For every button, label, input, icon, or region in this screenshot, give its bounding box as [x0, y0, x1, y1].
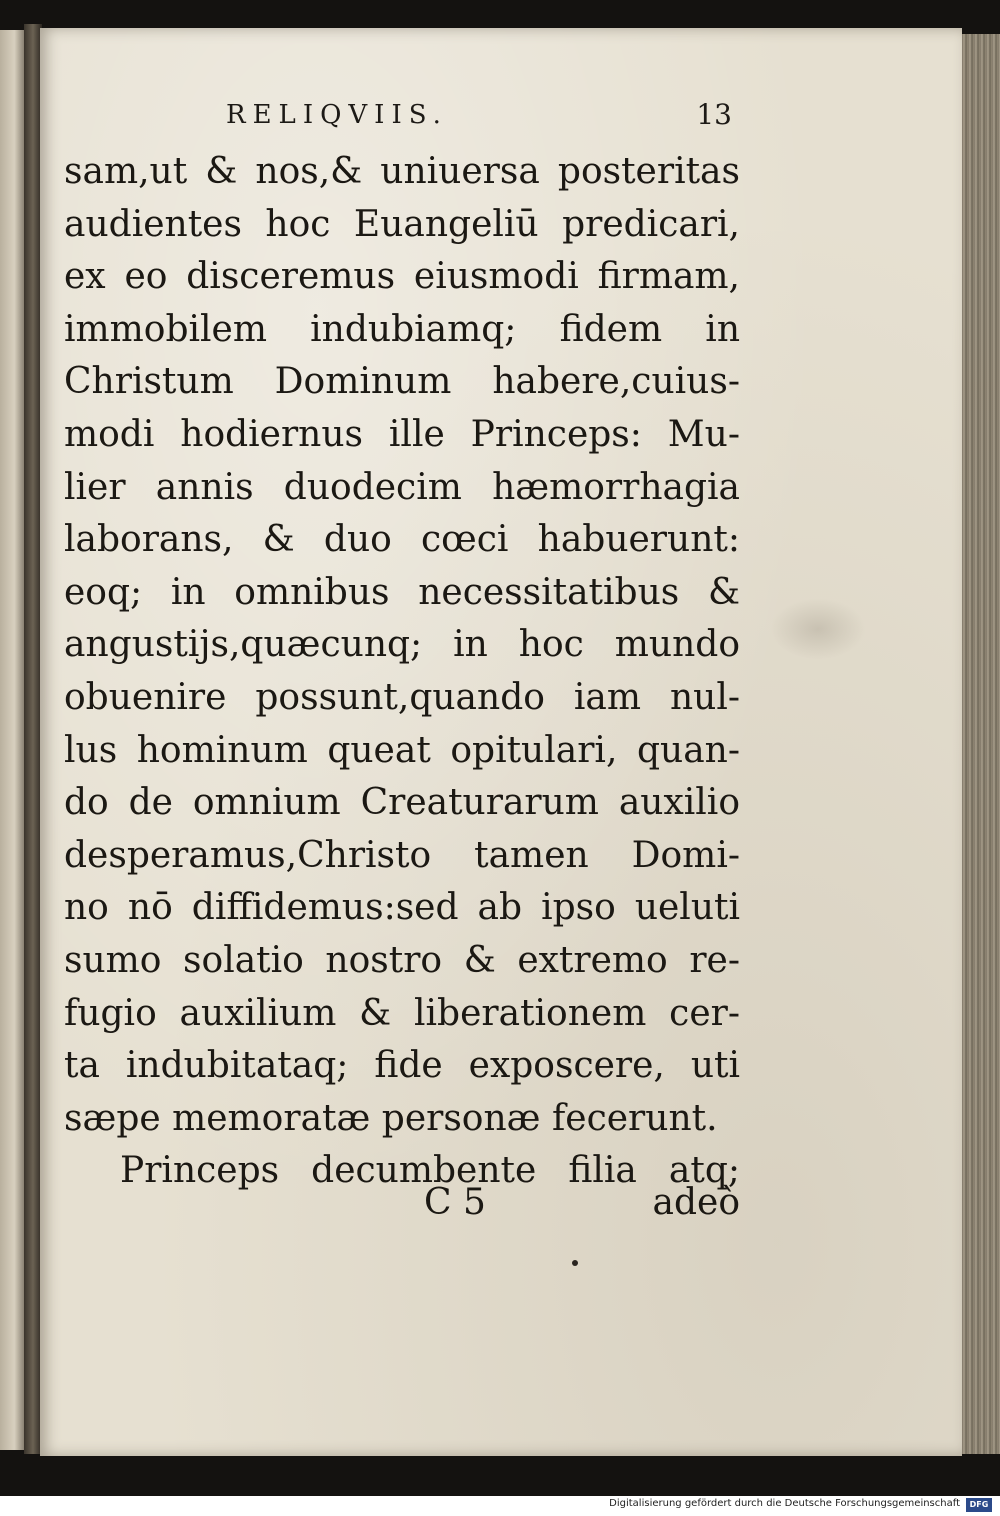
text-line: eoq; in omnibus necessitatibus & — [64, 571, 740, 613]
page-fore-edge — [962, 34, 1000, 1454]
margin-smudge — [770, 598, 866, 660]
digitization-footer — [0, 1496, 1000, 1516]
funding-credit: Digitalisierung gefördert durch die Deutsche Forschungsgemeinschaft — [609, 1498, 960, 1509]
signature-line — [64, 1172, 740, 1228]
facing-page-edge — [0, 30, 24, 1450]
text-line: lier annis duodecim hæmorrhagia — [64, 466, 740, 508]
text-line: Christum Dominum habere,cuius- — [64, 361, 740, 403]
catchword: adeò — [652, 1182, 740, 1223]
text-line: ta indubitataq; fide exposcere, uti — [64, 1045, 740, 1087]
text-line: no nō diffidemus:sed ab ipso ueluti — [64, 887, 740, 929]
page-number: 13 — [696, 98, 732, 131]
body-text — [64, 146, 740, 1198]
running-title: RELIQVIIS. — [226, 100, 448, 130]
text-line: immobilem indubiamq; fidem in — [64, 308, 740, 350]
text-line: Princeps decumbente filia atq; — [120, 1150, 740, 1192]
text-line: sumo solatio nostro & extremo re- — [64, 939, 740, 981]
text-line: modi hodiernus ille Princeps: Mu- — [64, 413, 740, 455]
text-line: obuenire possunt,quando iam nul- — [64, 676, 740, 718]
text-line: desperamus,Christo tamen Domi- — [64, 834, 740, 876]
text-line: laborans, & duo cœci habuerunt: — [64, 519, 740, 561]
text-line: audientes hoc Euangeliū predicari, — [64, 203, 740, 245]
text-line: lus hominum queat opitulari, quan- — [64, 729, 740, 771]
text-line: sæpe memoratæ personæ fecerunt. — [64, 1097, 718, 1139]
text-line: fugio auxilium & liberationem cer- — [64, 992, 740, 1034]
ink-dot — [572, 1260, 578, 1266]
signature-mark: C 5 — [424, 1182, 486, 1223]
text-line: sam,ut & nos,& uniuersa posteritas — [64, 151, 740, 192]
text-line: angustijs,quæcunq; in hoc mundo — [64, 624, 740, 666]
text-line: do de omnium Creaturarum auxilio — [64, 782, 740, 824]
dfg-logo: DFG — [966, 1498, 992, 1512]
text-line: ex eo disceremus eiusmodi firmam, — [64, 256, 740, 298]
running-head — [150, 98, 740, 138]
